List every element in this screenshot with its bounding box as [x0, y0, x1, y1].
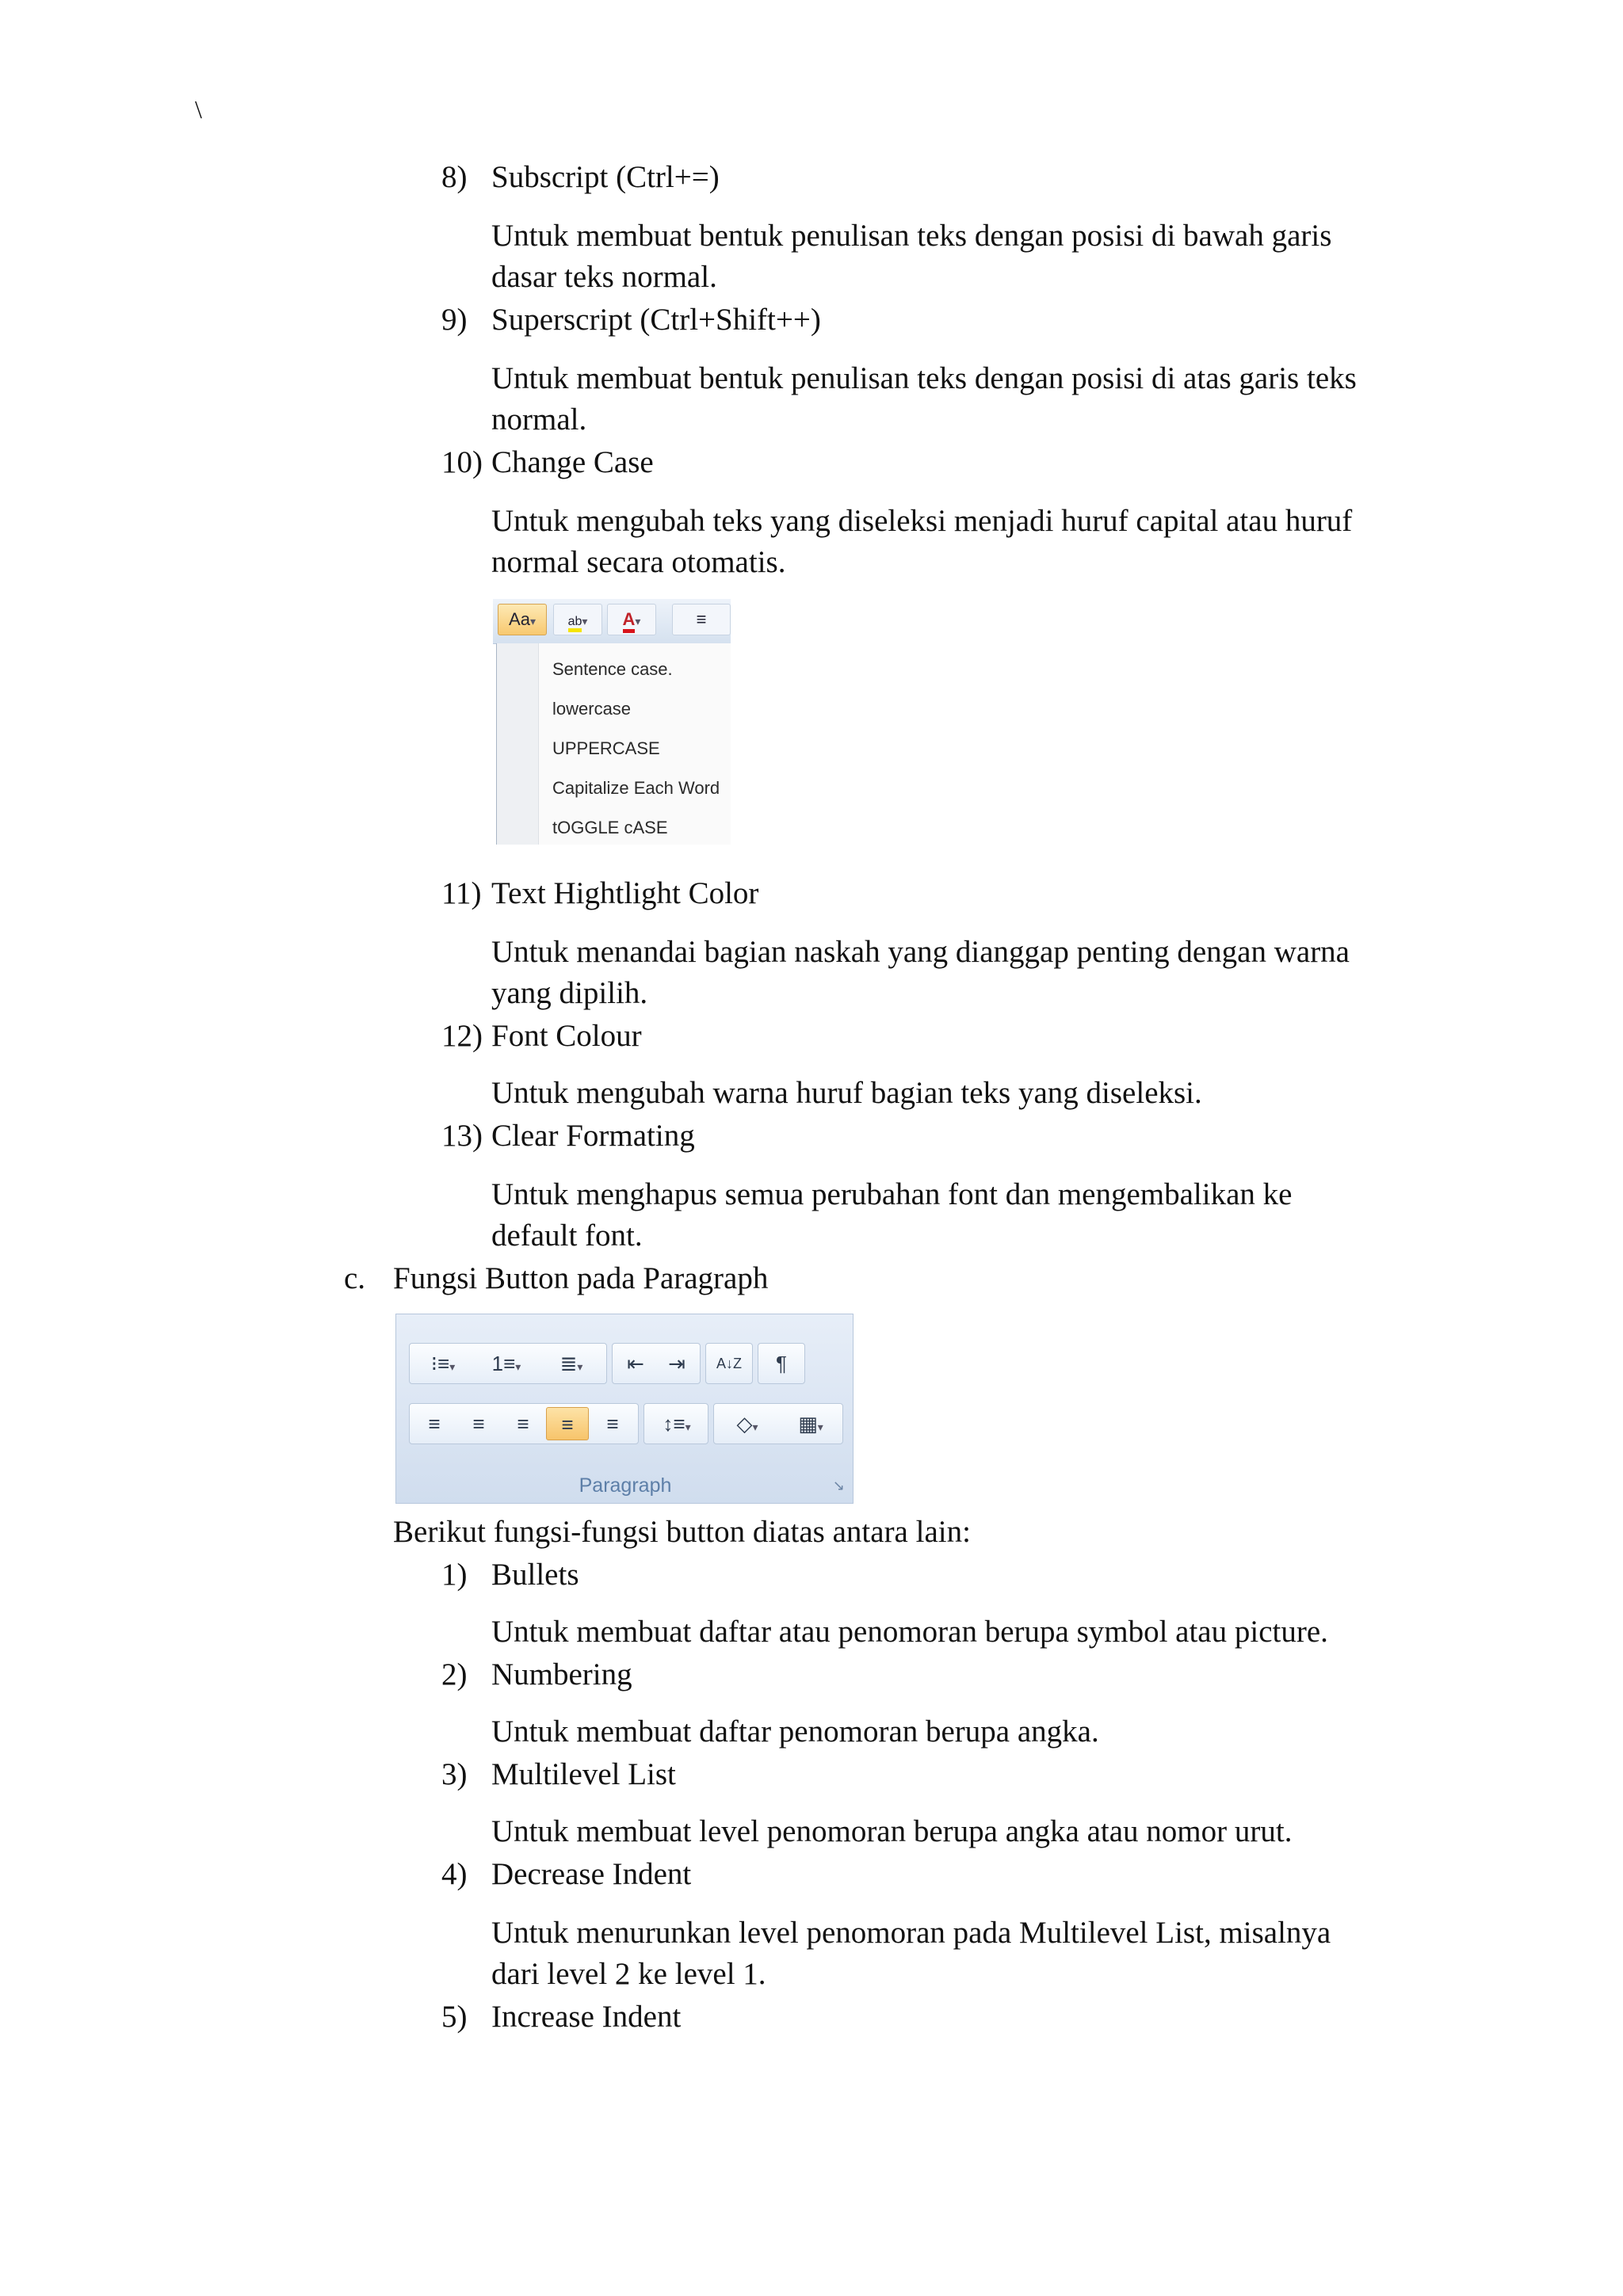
item-description-line: Untuk menandai bagian naskah yang dianggap penting dengan warna	[491, 935, 1350, 969]
intro-text: Berikut fungsi-fungsi button diatas antara lain:	[393, 1515, 971, 1549]
shading-border-group	[713, 1403, 843, 1444]
sort-button[interactable]: A↓Z	[716, 1356, 742, 1371]
item-label: Multilevel List	[491, 1757, 676, 1791]
item-description-line: Untuk menghapus semua perubahan font dan mengembalikan ke	[491, 1177, 1293, 1211]
change-case-icon: Aa	[509, 609, 530, 629]
item-description-line: Untuk membuat daftar atau penomoran berupa symbol atau picture.	[491, 1615, 1328, 1649]
decrease-indent-button[interactable]: ⇤	[627, 1352, 644, 1375]
item-label: Text Hightlight Color	[491, 876, 759, 910]
list-button-group	[409, 1343, 607, 1384]
multilevel-list-icon: ≣	[559, 1352, 578, 1375]
group-label: Paragraph	[579, 1474, 672, 1497]
item-number: 10)	[441, 445, 483, 479]
line-spacing-group	[643, 1403, 708, 1444]
font-color-button[interactable]: A▾	[607, 604, 656, 635]
menu-item-capitalize-each-word[interactable]: Capitalize Each Word	[552, 778, 720, 798]
menu-item-lowercase[interactable]: lowercase	[552, 699, 632, 719]
item-label: Numbering	[491, 1657, 632, 1691]
item-description-line: dasar teks normal.	[491, 260, 717, 294]
item-description-line: Untuk mengubah warna huruf bagian teks yang diseleksi.	[491, 1076, 1202, 1110]
item-description-line: Untuk membuat bentuk penulisan teks dengan posisi di bawah garis	[491, 219, 1332, 253]
menu-item-uppercase[interactable]: UPPERCASE	[552, 738, 660, 758]
bullets-button[interactable]: ⁝≡▾	[430, 1352, 456, 1375]
numbering-button[interactable]: 1≡▾	[491, 1352, 521, 1375]
item-description-line: Untuk membuat daftar penomoran berupa angka.	[491, 1714, 1099, 1749]
item-description-line: Untuk menurunkan level penomoran pada Multilevel List, misalnya	[491, 1916, 1331, 1950]
item-label: Font Colour	[491, 1019, 642, 1053]
header-mark: \	[195, 95, 202, 124]
item-description-line: Untuk membuat bentuk penulisan teks dengan posisi di atas garis teks	[491, 361, 1357, 395]
menu-item-sentence-case[interactable]: Sentence case.	[552, 659, 673, 679]
item-label: Change Case	[491, 445, 654, 479]
highlighter-icon: ab	[568, 615, 582, 632]
item-description-line: dari level 2 ke level 1.	[491, 1957, 766, 1991]
increase-indent-button[interactable]: ⇥	[668, 1352, 685, 1375]
bullets-icon: ⁝≡	[430, 1352, 450, 1375]
text-direction-button[interactable]: ≡	[606, 1412, 619, 1436]
align-left-button[interactable]: ≡	[428, 1412, 441, 1436]
item-description-line: yang dipilih.	[491, 976, 648, 1010]
item-label: Clear Formating	[491, 1119, 695, 1153]
item-description-line: normal.	[491, 402, 587, 437]
show-hide-group	[758, 1343, 805, 1384]
show-hide-button[interactable]: ¶	[776, 1352, 787, 1375]
item-description-line: default font.	[491, 1219, 643, 1253]
item-label: Decrease Indent	[491, 1857, 692, 1891]
font-color-icon: A	[623, 609, 636, 633]
paint-bucket-icon: ◇	[736, 1412, 753, 1436]
font-toolbar	[493, 599, 731, 644]
indent-button-group	[612, 1343, 701, 1384]
text-highlight-button[interactable]: ab▾	[553, 604, 602, 635]
item-number: 5)	[441, 2000, 468, 2034]
item-description-line: Untuk membuat level penomoran berupa angka atau nomor urut.	[491, 1814, 1293, 1848]
shading-button[interactable]: ◇▾	[736, 1412, 758, 1436]
menu-item-toggle-case[interactable]: tOGGLE cASE	[552, 818, 668, 837]
item-number: 8)	[441, 160, 468, 194]
alignment-button-group	[409, 1403, 639, 1444]
item-number: 3)	[441, 1757, 468, 1791]
item-number: 9)	[441, 303, 468, 337]
multilevel-list-button[interactable]: ≣▾	[559, 1352, 583, 1375]
item-label: Increase Indent	[491, 2000, 682, 2034]
change-case-button[interactable]: Aa▾	[498, 604, 547, 635]
menu-icon-strip	[497, 643, 539, 845]
item-number: 2)	[441, 1657, 468, 1691]
borders-button[interactable]: ▦▾	[798, 1412, 823, 1436]
item-label: Subscript (Ctrl+=)	[491, 160, 720, 194]
change-case-screenshot	[493, 599, 731, 845]
item-description-line: Untuk mengubah teks yang diseleksi menjadi huruf capital atau huruf	[491, 504, 1353, 538]
align-right-button[interactable]: ≡	[517, 1412, 529, 1436]
item-number: 4)	[441, 1857, 468, 1891]
item-number: 11)	[441, 876, 482, 910]
section-title: Fungsi Button pada Paragraph	[393, 1261, 769, 1295]
align-left-button[interactable]: ≡	[672, 604, 731, 635]
item-label: Bullets	[491, 1558, 579, 1592]
item-number: 12)	[441, 1019, 483, 1053]
justify-button[interactable]: ≡	[546, 1407, 589, 1440]
sort-button-group	[705, 1343, 753, 1384]
item-number: 13)	[441, 1119, 483, 1153]
border-grid-icon: ▦	[798, 1412, 818, 1436]
item-label: Superscript (Ctrl+Shift++)	[491, 303, 821, 337]
section-letter: c.	[344, 1261, 366, 1295]
item-number: 1)	[441, 1558, 468, 1592]
align-center-button[interactable]: ≡	[472, 1412, 485, 1436]
line-spacing-button[interactable]: ↕≡▾	[663, 1412, 691, 1436]
paragraph-group-screenshot	[395, 1314, 854, 1504]
dialog-launcher-icon[interactable]: ↘	[832, 1478, 845, 1493]
numbering-icon: 1≡	[491, 1352, 516, 1375]
change-case-menu	[496, 643, 731, 845]
line-spacing-icon: ↕≡	[663, 1412, 685, 1436]
item-description-line: normal secara otomatis.	[491, 545, 786, 579]
